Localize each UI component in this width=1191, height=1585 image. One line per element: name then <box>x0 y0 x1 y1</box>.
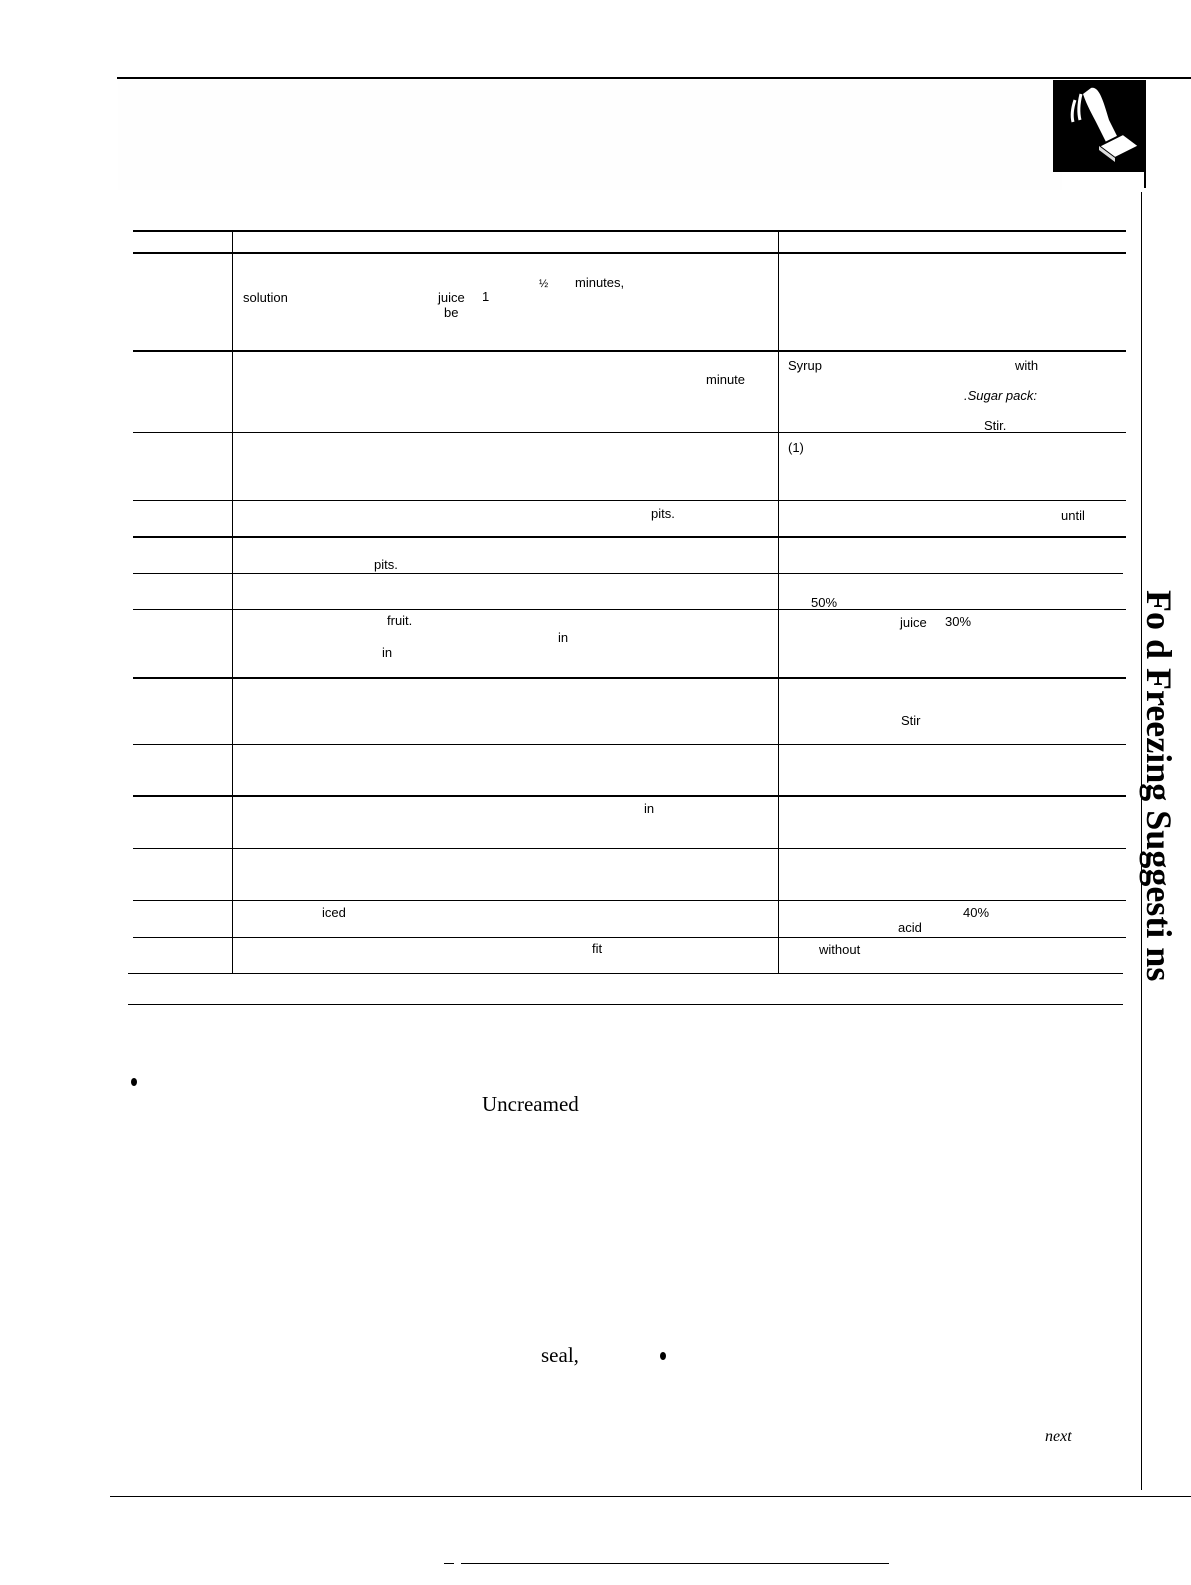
body-text-seal: seal, <box>541 1343 579 1367</box>
table-text-fragment: with <box>1015 358 1039 373</box>
table-text-fragment: pits. <box>374 557 398 572</box>
row-rule <box>133 937 1126 938</box>
row-rule <box>133 609 1126 610</box>
table-text-fragment: minutes, <box>575 275 625 290</box>
table-text-fragment: juice <box>900 615 927 630</box>
hand-pressing-button-icon <box>1053 80 1146 172</box>
table-text-fragment: pits. <box>651 506 675 521</box>
table-text-fragment: 30% <box>945 614 972 629</box>
body-text-uncreamed: Uncreamed <box>482 1092 579 1116</box>
table-text-fragment: Syrup <box>788 358 822 373</box>
table-text-fragment: minute <box>706 372 746 387</box>
table-header-rule <box>133 252 1126 254</box>
section-rule <box>128 1004 1123 1005</box>
bottom-rule <box>110 1496 1191 1497</box>
row-rule <box>133 900 1126 901</box>
table-text-fragment: .Sugar pack: <box>964 388 1037 403</box>
table-text-fragment: without <box>819 942 861 957</box>
table-col-divider-2 <box>778 230 779 973</box>
table-col-divider-1 <box>232 230 233 973</box>
bullet-icon <box>660 1352 666 1360</box>
table-text-fragment: in <box>558 630 569 645</box>
side-title: Fo d Freezing Suggesti ns <box>1139 590 1179 982</box>
page-edge-rule <box>461 1563 889 1564</box>
bullet-icon <box>131 1078 137 1086</box>
table-text-fragment: Stir <box>901 713 921 728</box>
table-text-fragment: fit <box>592 941 603 956</box>
table-text-fragment: in <box>644 801 655 816</box>
table-text-fragment: 50% <box>811 595 838 610</box>
header-band <box>118 80 1062 190</box>
table-text-fragment: Stir. <box>984 418 1007 433</box>
table-text-fragment: solution <box>243 290 288 305</box>
row-rule <box>133 350 1126 352</box>
table-text-fragment: until <box>1061 508 1085 523</box>
table-text-fragment: in <box>382 645 393 660</box>
row-rule <box>133 677 1126 679</box>
row-rule <box>133 500 1126 501</box>
right-margin-rule-top <box>1144 172 1146 188</box>
continued-next-page: next <box>1045 1428 1072 1445</box>
table-text-fragment: 40% <box>963 905 990 920</box>
table-text-fragment: (1) <box>788 440 804 455</box>
row-rule <box>133 432 1126 433</box>
top-rule <box>117 77 1191 79</box>
page-edge-mark <box>444 1563 454 1564</box>
table-text-fragment: acid <box>898 920 922 935</box>
table-text-fragment: 1 <box>482 289 490 304</box>
table-bottom-rule <box>128 973 1123 974</box>
table-text-fragment: be <box>444 305 459 320</box>
row-rule <box>133 744 1126 745</box>
table-text-fragment: iced <box>322 905 346 920</box>
table-top-rule <box>133 230 1126 232</box>
table-text-fragment: juice <box>438 290 465 305</box>
row-rule <box>133 536 1126 538</box>
row-rule <box>133 848 1126 849</box>
row-rule <box>133 573 1123 574</box>
row-rule <box>133 795 1126 797</box>
table-text-fragment: ½ <box>539 278 549 290</box>
table-text-fragment: fruit. <box>387 613 413 628</box>
